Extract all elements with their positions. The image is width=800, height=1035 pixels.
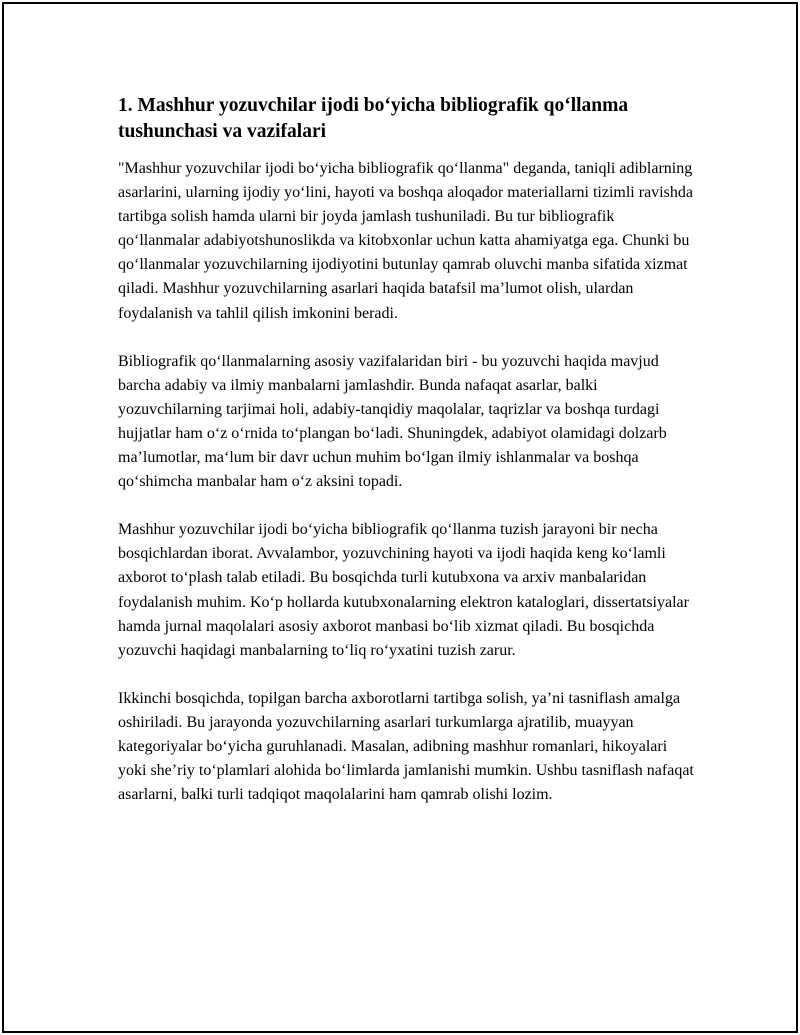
paragraph-main-tasks: Bibliografik qo‘llanmalarning asosiy vazifalaridan biri - bu yozuvchi haqida mavjud barcha adabiy va ilmiy manbalarni jamlashdir. Bunda nafaqat asarlar, balki yozuvchilarning tarjimai holi, adabiy-tanqidiy maqolalar, taqrizlar va boshqa turdagi hujjatlar ham o‘z o‘rnida to‘plangan bo‘ladi. Shuningdek, adabiyot olamidagi dolzarb ma’lumotlar, ma‘lum bir davr uchun muhim bo‘lgan ilmiy ishlanmalar va boshqa qo‘shimcha manbalar ham o‘z aksini topadi.	[118, 352, 667, 491]
paragraph-compilation-stages: Mashhur yozuvchilar ijodi bo‘yicha bibliografik qo‘llanma tuzish jarayoni bir necha bosqichlardan iborat. Avvalambor, yozuvchining hayoti va ijodi haqida keng ko‘lamli axborot to‘plash talab etiladi. Bu bosqichda turli kutubxona va arxiv manbalaridan foydalanish muhim. Ko‘p hollarda kutubxonalarning elektron kataloglari, dissertatsiyalar hamda jurnal maqolalari asosiy axborot manbasi bo‘lib xizmat qiladi. Bu bosqichda yozuvchi haqidagi manbalarning to‘liq ro‘yxatini tuzish zarur.	[118, 521, 689, 659]
paragraph-definition: "Mashhur yozuvchilar ijodi bo‘yicha bibliografik qo‘llanma" deganda, taniqli adiblarning asarlarini, ularning ijodiy yo‘lini, hayoti va boshqa aloqador materiallarni tizimli ravishda tartibga solish hamda ularni bir joyda jamlash tushuniladi. Bu tur bibliografik qo‘llanmalar adabiyotshunoslikda va kitobxonlar uchun katta ahamiyatga ega. Chunki bu qo‘llanmalar yozuvchilarning ijodiyotini butunlay qamrab oluvchi manba sifatida xizmat qiladi. Mashhur yozuvchilarning asarlari haqida batafsil ma’lumot olish, ulardan foydalanish va tahlil qilish imkonini beradi.	[118, 160, 693, 322]
section-heading: 1. Mashhur yozuvchilar ijodi bo‘yicha bibliografik qo‘llanma tushunchasi va vazifalari	[118, 95, 629, 142]
document-body	[118, 93, 698, 807]
paragraph-classification: Ikkinchi bosqichda, topilgan barcha axborotlarni tartibga solish, ya’ni tasniflash amalga oshiriladi. Bu jarayonda yozuvchilarning asarlari turkumlarga ajratilib, muayyan kategoriyalar bo‘yicha guruhlanadi. Masalan, adibning mashhur romanlari, hikoyalari yoki she’riy to‘plamlari alohida bo‘limlarda jamlanishi mumkin. Ushbu tasniflash nafaqat asarlarni, balki turli tadqiqot maqolalarini ham qamrab olishi lozim.	[118, 689, 694, 804]
